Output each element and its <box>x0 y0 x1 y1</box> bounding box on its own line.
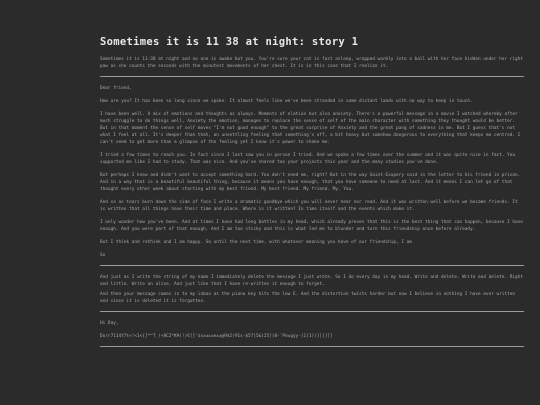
letter-paragraph: I have been well. A mix of emotions and thoughts as always. Moments of elation but also anxiety. There's a powerful message in a movie I watched whereby after much struggle to do things well, Anxiety the emotion, manages to replace the sense of self of the main character with something they thought would be better. But in that moment the sense of self moves "I'm not good enough" to the great surprise of Anxiety and the great pang of sadness in me. But I guess that's not what I feel at all. It's deeper than that, an unsettling feeling that something's off, a bit heavy but somehow dangerous to everything that keeps me centred. I can't seem to get more than a glimpse of the feeling yet I know it's power to shake me. <box>100 112 523 145</box>
intro-paragraph: Sometimes it is 11:38 at night and no one is awake but you. You're sure your cat is fast asleep, wrapped warmly into a ball with her face hidden under her right paw as she counts the seconds with the minutest movements of her chest. It is in this case that I realize it. <box>100 57 526 69</box>
letter-paragraph: But perhaps I knew and didn't want to accept something hard. You don't need me, right? But in the way Saint-Exupery said in the letter to his friend in prison. And in a way that is a beautiful beautiful thing, because it means you have enough, that you have someone to need at last. And it means I can let go of that thought every other week about starting with my best friend. My best friend. My friend. My. You. <box>100 173 523 192</box>
aftermath-paragraph: And then your message comes in to my inbox as the piano key hits the low E. And the distortion twists harder but now I believe in nothing I have ever written and since it is deleted it is forgotten. <box>100 292 518 304</box>
letter-paragraph: But I think and rethink and I am happy. So until the next time, with whatever meaning you have of our friendship, I am <box>100 240 412 245</box>
divider <box>100 76 524 77</box>
letter-paragraph: How are you? It has been so long since we spoke. It almost feels like we've been stranded in some distant lands with no way to keep in touch. <box>100 99 473 104</box>
document <box>100 36 524 355</box>
letter-paragraph: And so as tears burn down the side of face I write a dramatic goodbye which you will never hear nor read. And it was written well before we became friends. It is written that all things have their time and place. Where is it written? In time itself and the events which make it. <box>100 200 521 212</box>
letter-greeting: Dear friend, <box>100 86 132 91</box>
divider <box>100 311 524 312</box>
closing-greeting: Hi Day, <box>100 321 119 326</box>
divider <box>100 346 524 347</box>
letter-paragraph: I tried a few times to reach you. In fact since I last saw you in person I tried. And we spoke a few times over the summer and it was quite nice in fact. You supported me like I had to study. That was nice. And you've shared too your projects this year and the many studies you've done. <box>100 153 518 165</box>
aftermath-paragraph: And just as I write the string of my name I immediately delete the message I just wrote. So I do every day in my head. Write and delete. Write and delete. Right and little. Write an alive. And just like that I have re-written it enough to forget. <box>100 275 526 287</box>
divider <box>100 265 524 266</box>
page-title: Sometimes it is 11 38 at night: story 1 <box>100 36 359 48</box>
letter-paragraph: I only wonder how you've been. And at times I have had long battles in my head, which already proves that this is the best thing that can happen, because I have enough. And you were part of that enough. And I am too sticky and this is what led me to blunder and turn this friendship once before already. <box>100 220 526 232</box>
garbled-text: Dorr7114Y7t<!<1<{]*^T_(+8C2*K¥(!)€[]'¢x±±±±e±±@9$2)91s-$57]5&)25[(8-'Pe±gyy-(1)1))]]]]]] <box>100 334 333 339</box>
letter-signoff: So <box>100 253 106 258</box>
